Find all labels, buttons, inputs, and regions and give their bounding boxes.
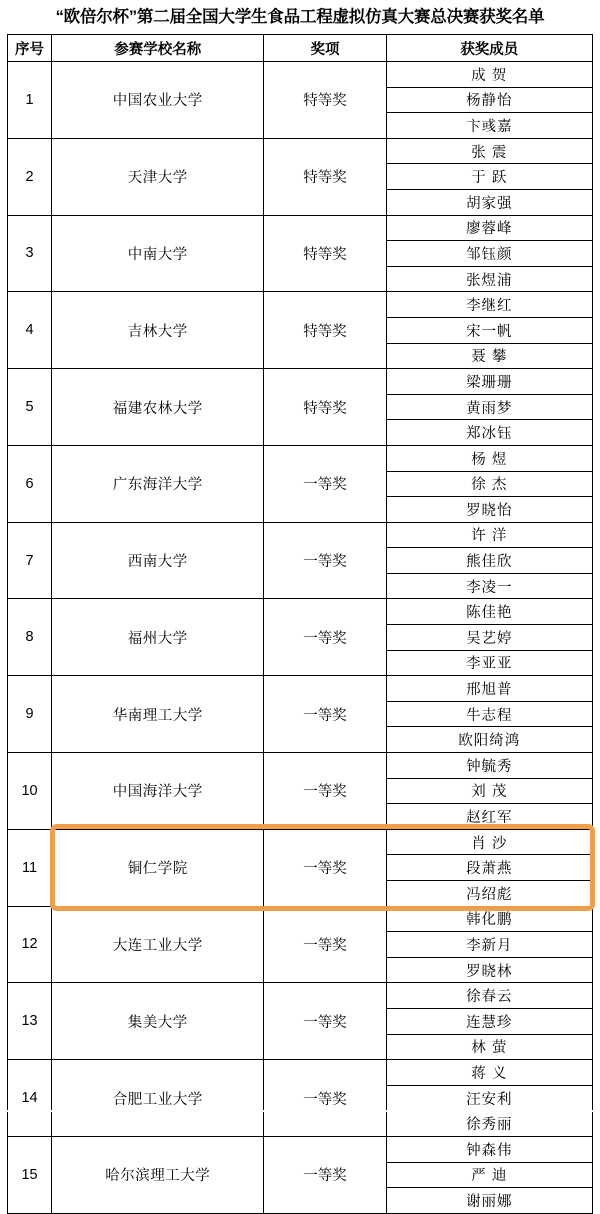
member-name-cell: 卞彧嘉 xyxy=(386,113,592,139)
award-level-cell: 一等奖 xyxy=(264,753,386,830)
school-name-cell: 集美大学 xyxy=(52,983,264,1060)
award-level-cell: 一等奖 xyxy=(264,522,386,599)
school-name-cell: 中南大学 xyxy=(52,215,264,292)
row-index-cell: 6 xyxy=(8,445,52,522)
award-level-cell: 特等奖 xyxy=(264,138,386,215)
member-name-cell: 黄雨梦 xyxy=(386,394,592,420)
member-name-cell: 刘 茂 xyxy=(386,778,592,804)
column-header-award: 奖项 xyxy=(264,35,386,62)
table-row xyxy=(8,215,593,241)
row-index-cell: 7 xyxy=(8,522,52,599)
member-name-cell: 张 震 xyxy=(386,138,592,164)
member-name-cell: 连慧珍 xyxy=(386,1008,592,1034)
column-header-no: 序号 xyxy=(8,35,52,62)
member-name-cell: 聂 攀 xyxy=(386,343,592,369)
school-name-cell: 华南理工大学 xyxy=(52,676,264,753)
award-level-cell: 一等奖 xyxy=(264,1136,386,1213)
member-name-cell: 徐春云 xyxy=(386,983,592,1009)
member-name-cell: 邹钰颜 xyxy=(386,241,592,267)
row-index-cell: 9 xyxy=(8,676,52,753)
school-name-cell: 合肥工业大学 xyxy=(52,1060,264,1137)
award-list-table xyxy=(7,34,593,1214)
table-row xyxy=(8,983,593,1009)
table-body xyxy=(8,62,593,1214)
row-index-cell: 2 xyxy=(8,138,52,215)
member-name-cell: 廖蓉峰 xyxy=(386,215,592,241)
row-index-cell: 12 xyxy=(8,906,52,983)
row-index-cell: 1 xyxy=(8,62,52,139)
table-row xyxy=(8,1136,593,1162)
table-row xyxy=(8,829,593,855)
award-level-cell: 一等奖 xyxy=(264,983,386,1060)
member-name-cell: 徐秀丽 xyxy=(386,1111,592,1137)
award-level-cell: 特等奖 xyxy=(264,292,386,369)
member-name-cell: 李亚亚 xyxy=(386,650,592,676)
school-name-cell: 中国海洋大学 xyxy=(52,753,264,830)
member-name-cell: 牛志程 xyxy=(386,701,592,727)
table-row xyxy=(8,906,593,932)
award-level-cell: 一等奖 xyxy=(264,676,386,753)
table-row xyxy=(8,599,593,625)
member-name-cell: 蒋 义 xyxy=(386,1060,592,1086)
row-index-cell: 11 xyxy=(8,829,52,906)
member-name-cell: 陈佳艳 xyxy=(386,599,592,625)
school-name-cell: 吉林大学 xyxy=(52,292,264,369)
award-level-cell: 一等奖 xyxy=(264,1060,386,1137)
member-name-cell: 罗晓怡 xyxy=(386,497,592,523)
member-name-cell: 宋一帆 xyxy=(386,317,592,343)
member-name-cell: 罗晓林 xyxy=(386,957,592,983)
table-row xyxy=(8,292,593,318)
member-name-cell: 杨静怡 xyxy=(386,87,592,113)
school-name-cell: 广东海洋大学 xyxy=(52,445,264,522)
table-row xyxy=(8,445,593,471)
member-name-cell: 李凌一 xyxy=(386,573,592,599)
award-level-cell: 特等奖 xyxy=(264,215,386,292)
member-name-cell: 胡家强 xyxy=(386,189,592,215)
member-name-cell: 李继红 xyxy=(386,292,592,318)
table-row xyxy=(8,138,593,164)
member-name-cell: 钟森伟 xyxy=(386,1136,592,1162)
page-title: “欧倍尔杯”第二届全国大学生食品工程虚拟仿真大赛总决赛获奖名单 xyxy=(55,8,545,26)
member-name-cell: 吴艺婷 xyxy=(386,625,592,651)
member-name-cell: 汪安利 xyxy=(386,1085,592,1111)
table-row xyxy=(8,676,593,702)
table-row xyxy=(8,522,593,548)
table-header-row xyxy=(8,35,593,62)
school-name-cell: 铜仁学院 xyxy=(52,829,264,906)
column-header-members: 获奖成员 xyxy=(386,35,592,62)
award-level-cell: 一等奖 xyxy=(264,599,386,676)
row-index-cell: 3 xyxy=(8,215,52,292)
row-index-cell: 10 xyxy=(8,753,52,830)
row-index-cell: 5 xyxy=(8,369,52,446)
school-name-cell: 哈尔滨理工大学 xyxy=(52,1136,264,1213)
member-name-cell: 林 萤 xyxy=(386,1034,592,1060)
member-name-cell: 于 跃 xyxy=(386,164,592,190)
member-name-cell: 冯绍彪 xyxy=(386,881,592,907)
member-name-cell: 钟毓秀 xyxy=(386,753,592,779)
member-name-cell: 杨 煜 xyxy=(386,445,592,471)
row-index-cell: 8 xyxy=(8,599,52,676)
award-level-cell: 一等奖 xyxy=(264,829,386,906)
table-row xyxy=(8,62,593,88)
table-header xyxy=(8,35,593,62)
school-name-cell: 大连工业大学 xyxy=(52,906,264,983)
member-name-cell: 赵红军 xyxy=(386,804,592,830)
table-row xyxy=(8,1060,593,1086)
award-level-cell: 一等奖 xyxy=(264,906,386,983)
member-name-cell: 韩化鹏 xyxy=(386,906,592,932)
school-name-cell: 中国农业大学 xyxy=(52,62,264,139)
member-name-cell: 许 洋 xyxy=(386,522,592,548)
award-level-cell: 特等奖 xyxy=(264,369,386,446)
member-name-cell: 肖 沙 xyxy=(386,829,592,855)
row-index-cell: 15 xyxy=(8,1136,52,1213)
member-name-cell: 李新月 xyxy=(386,932,592,958)
row-index-cell: 13 xyxy=(8,983,52,1060)
member-name-cell: 段萧燕 xyxy=(386,855,592,881)
school-name-cell: 福州大学 xyxy=(52,599,264,676)
member-name-cell: 邢旭普 xyxy=(386,676,592,702)
member-name-cell: 熊佳欣 xyxy=(386,548,592,574)
column-header-school: 参赛学校名称 xyxy=(52,35,264,62)
school-name-cell: 西南大学 xyxy=(52,522,264,599)
member-name-cell: 谢丽娜 xyxy=(386,1188,592,1214)
member-name-cell: 张煜浦 xyxy=(386,266,592,292)
row-index-cell: 4 xyxy=(8,292,52,369)
member-name-cell: 严 迪 xyxy=(386,1162,592,1188)
member-name-cell: 徐 杰 xyxy=(386,471,592,497)
row-index-cell: 14 xyxy=(8,1060,52,1137)
award-level-cell: 一等奖 xyxy=(264,445,386,522)
table-row xyxy=(8,369,593,395)
member-name-cell: 梁珊珊 xyxy=(386,369,592,395)
school-name-cell: 天津大学 xyxy=(52,138,264,215)
award-level-cell: 特等奖 xyxy=(264,62,386,139)
school-name-cell: 福建农林大学 xyxy=(52,369,264,446)
table-row xyxy=(8,753,593,779)
member-name-cell: 郑冰钰 xyxy=(386,420,592,446)
member-name-cell: 成 贺 xyxy=(386,62,592,88)
member-name-cell: 欧阳绮鸿 xyxy=(386,727,592,753)
